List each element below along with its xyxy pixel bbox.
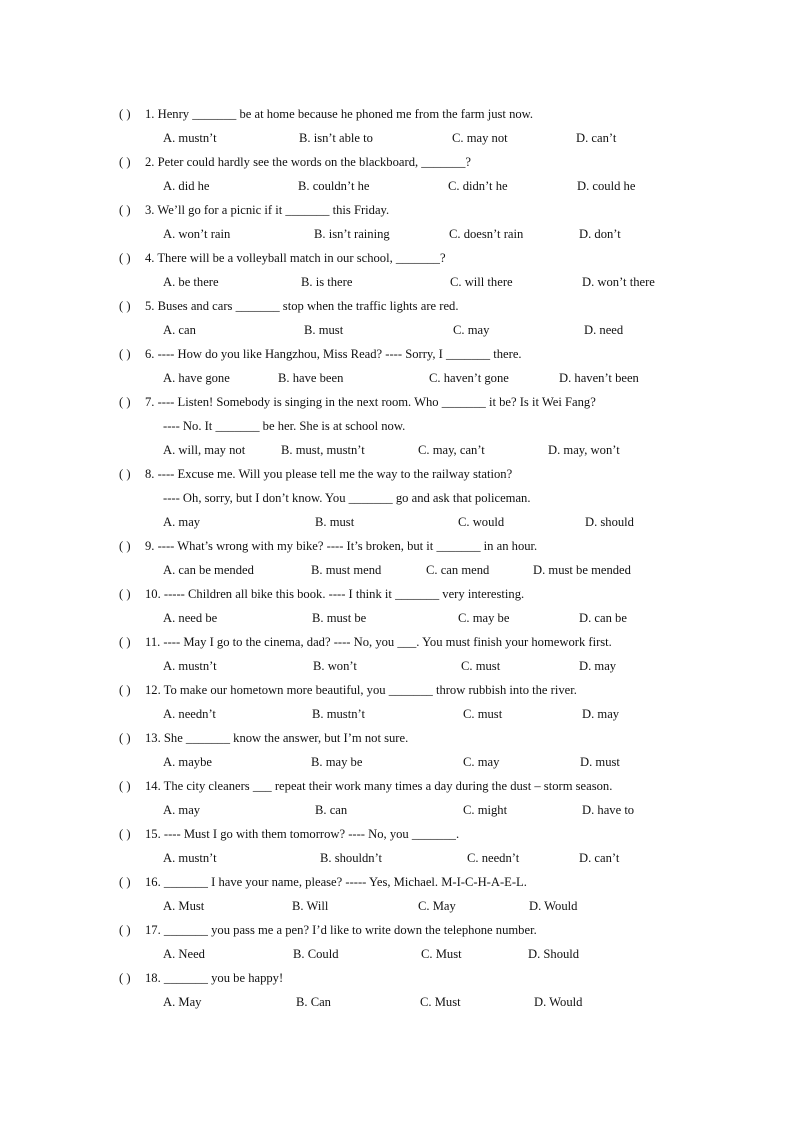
question-1 bbox=[119, 102, 759, 150]
option-d[interactable]: D. can’t bbox=[579, 851, 620, 865]
question-6 bbox=[119, 342, 759, 390]
question-stem bbox=[119, 774, 759, 798]
question-7 bbox=[119, 390, 759, 462]
option-b[interactable]: B. can bbox=[315, 803, 348, 817]
answer-blank[interactable]: ( ) bbox=[119, 683, 131, 697]
option-d[interactable]: D. Would bbox=[534, 995, 583, 1009]
option-a[interactable]: A. mustn’t bbox=[163, 659, 217, 673]
question-text: 1. Henry _______ be at home because he phoned me from the farm just now. bbox=[145, 107, 534, 121]
option-a[interactable]: A. mustn’t bbox=[163, 851, 217, 865]
question-text: 6. ---- How do you like Hangzhou, Miss Read? ---- Sorry, I _______ there. bbox=[145, 347, 522, 361]
question-text: 17. _______ you pass me a pen? I’d like to write down the telephone number. bbox=[145, 923, 537, 937]
answer-blank[interactable]: ( ) bbox=[119, 347, 131, 361]
option-c[interactable]: C. May bbox=[418, 899, 456, 913]
question-stem bbox=[119, 246, 759, 270]
option-a[interactable]: A. Need bbox=[163, 947, 205, 961]
question-2 bbox=[119, 150, 759, 198]
option-d[interactable]: D. Should bbox=[528, 947, 580, 961]
question-text: 7. ---- Listen! Somebody is singing in the next room. Who _______ it be? Is it Wei Fang? bbox=[145, 395, 596, 409]
question-3 bbox=[119, 198, 759, 246]
question-text: 10. ----- Children all bike this book. ---- I think it _______ very interesting. bbox=[145, 587, 525, 601]
option-a[interactable]: A. May bbox=[163, 995, 202, 1009]
option-c[interactable]: C. may not bbox=[452, 131, 508, 145]
question-stem bbox=[119, 822, 759, 846]
option-d[interactable]: D. could he bbox=[577, 179, 636, 193]
option-a[interactable]: A. mustn’t bbox=[163, 131, 217, 145]
option-a[interactable]: A. Must bbox=[163, 899, 205, 913]
answer-blank[interactable]: ( ) bbox=[119, 731, 131, 745]
question-text: 16. _______ I have your name, please? ----- Yes, Michael. M-I-C-H-A-E-L. bbox=[145, 875, 527, 889]
question-stem bbox=[119, 150, 759, 174]
options-row bbox=[119, 702, 759, 726]
option-c[interactable]: C. would bbox=[458, 515, 505, 529]
question-13 bbox=[119, 726, 759, 774]
options-row bbox=[119, 174, 759, 198]
answer-blank[interactable]: ( ) bbox=[119, 923, 131, 937]
options-row bbox=[119, 894, 759, 918]
option-d[interactable]: D. have to bbox=[582, 803, 635, 817]
question-stem bbox=[119, 102, 759, 126]
question-12 bbox=[119, 678, 759, 726]
question-stem bbox=[119, 582, 759, 606]
question-stem bbox=[119, 198, 759, 222]
option-a[interactable]: A. will, may not bbox=[163, 443, 246, 457]
question-text: ---- No. It _______ be her. She is at school now. bbox=[163, 419, 406, 433]
answer-blank[interactable]: ( ) bbox=[119, 251, 131, 265]
question-text: 18. _______ you be happy! bbox=[145, 971, 284, 985]
option-a[interactable]: A. may bbox=[163, 515, 201, 529]
answer-blank[interactable]: ( ) bbox=[119, 875, 131, 889]
option-b[interactable]: B. must bbox=[304, 323, 344, 337]
option-c[interactable]: C. doesn’t rain bbox=[449, 227, 524, 241]
option-a[interactable]: A. did he bbox=[163, 179, 210, 193]
option-d[interactable]: D. need bbox=[584, 323, 624, 337]
question-stem bbox=[119, 534, 759, 558]
question-stem bbox=[119, 918, 759, 942]
question-stem bbox=[119, 294, 759, 318]
options-row bbox=[119, 750, 759, 774]
answer-blank[interactable]: ( ) bbox=[119, 971, 131, 985]
option-a[interactable]: A. have gone bbox=[163, 371, 230, 385]
question-list bbox=[119, 102, 759, 1014]
question-16 bbox=[119, 870, 759, 918]
question-text: 14. The city cleaners ___ repeat their work many times a day during the dust – storm season. bbox=[145, 779, 613, 793]
question-stem bbox=[119, 462, 759, 486]
options-row bbox=[119, 558, 759, 582]
option-a[interactable]: A. can be mended bbox=[163, 563, 254, 577]
question-text: 9. ---- What’s wrong with my bike? ---- It’s broken, but it _______ in an hour. bbox=[145, 539, 538, 553]
option-c[interactable]: C. must bbox=[461, 659, 501, 673]
options-row bbox=[119, 222, 759, 246]
option-c[interactable]: C. may, can’t bbox=[418, 443, 485, 457]
option-a[interactable]: A. may bbox=[163, 803, 201, 817]
question-text: ---- Oh, sorry, but I don’t know. You _______ go and ask that policeman. bbox=[163, 491, 531, 505]
option-b[interactable]: B. won’t bbox=[313, 659, 357, 673]
option-a[interactable]: A. can bbox=[163, 323, 196, 337]
question-text: 8. ---- Excuse me. Will you please tell me the way to the railway station? bbox=[145, 467, 513, 481]
option-b[interactable]: B. Could bbox=[293, 947, 339, 961]
option-b[interactable]: B. have been bbox=[278, 371, 344, 385]
answer-blank[interactable]: ( ) bbox=[119, 635, 131, 649]
answer-blank[interactable]: ( ) bbox=[119, 779, 131, 793]
question-stem bbox=[119, 630, 759, 654]
option-d[interactable]: D. won’t there bbox=[582, 275, 655, 289]
option-d[interactable]: D. can be bbox=[579, 611, 627, 625]
option-d[interactable]: D. don’t bbox=[579, 227, 621, 241]
question-18 bbox=[119, 966, 759, 1014]
answer-blank[interactable]: ( ) bbox=[119, 587, 131, 601]
option-c[interactable]: C. needn’t bbox=[467, 851, 520, 865]
option-b[interactable]: B. shouldn’t bbox=[320, 851, 383, 865]
answer-blank[interactable]: ( ) bbox=[119, 395, 131, 409]
option-c[interactable]: C. may bbox=[463, 755, 500, 769]
option-b[interactable]: B. mustn’t bbox=[312, 707, 365, 721]
option-c[interactable]: C. may bbox=[453, 323, 490, 337]
question-14 bbox=[119, 774, 759, 822]
option-d[interactable]: D. must be mended bbox=[533, 563, 631, 577]
question-4 bbox=[119, 246, 759, 294]
option-d[interactable]: D. Would bbox=[529, 899, 578, 913]
option-d[interactable]: D. may bbox=[579, 659, 617, 673]
question-stem bbox=[119, 678, 759, 702]
options-row bbox=[119, 846, 759, 870]
options-row bbox=[119, 942, 759, 966]
question-8 bbox=[119, 462, 759, 534]
question-stem bbox=[119, 342, 759, 366]
options-row bbox=[119, 318, 759, 342]
options-row bbox=[119, 438, 759, 462]
question-text: 15. ---- Must I go with them tomorrow? ---- No, you _______. bbox=[145, 827, 460, 841]
question-text: 5. Buses and cars _______ stop when the traffic lights are red. bbox=[145, 299, 459, 313]
option-d[interactable]: D. should bbox=[585, 515, 634, 529]
question-17 bbox=[119, 918, 759, 966]
answer-blank[interactable]: ( ) bbox=[119, 155, 131, 169]
question-stem bbox=[119, 390, 759, 414]
question-stem-continued bbox=[119, 414, 759, 438]
option-c[interactable]: C. may be bbox=[458, 611, 510, 625]
options-row bbox=[119, 990, 759, 1014]
question-stem bbox=[119, 870, 759, 894]
option-d[interactable]: D. may bbox=[582, 707, 620, 721]
option-b[interactable]: B. isn’t raining bbox=[314, 227, 390, 241]
option-c[interactable]: C. Must bbox=[420, 995, 461, 1009]
option-a[interactable]: A. needn’t bbox=[163, 707, 216, 721]
option-a[interactable]: A. need be bbox=[163, 611, 218, 625]
options-row bbox=[119, 270, 759, 294]
question-text: 4. There will be a volleyball match in our school, _______? bbox=[145, 251, 446, 265]
option-b[interactable]: B. must bbox=[315, 515, 355, 529]
option-c[interactable]: C. haven’t gone bbox=[429, 371, 509, 385]
question-stem bbox=[119, 966, 759, 990]
answer-blank[interactable]: ( ) bbox=[119, 467, 131, 481]
options-row bbox=[119, 798, 759, 822]
options-row bbox=[119, 606, 759, 630]
answer-blank[interactable]: ( ) bbox=[119, 299, 131, 313]
question-text: 12. To make our hometown more beautiful, you _______ throw rubbish into the river. bbox=[145, 683, 577, 697]
answer-blank[interactable]: ( ) bbox=[119, 107, 131, 121]
options-row bbox=[119, 126, 759, 150]
option-b[interactable]: B. couldn’t he bbox=[298, 179, 370, 193]
option-b[interactable]: B. must be bbox=[312, 611, 367, 625]
option-a[interactable]: A. maybe bbox=[163, 755, 212, 769]
option-d[interactable]: D. may, won’t bbox=[548, 443, 620, 457]
options-row bbox=[119, 510, 759, 534]
option-b[interactable]: B. must, mustn’t bbox=[281, 443, 365, 457]
answer-blank[interactable]: ( ) bbox=[119, 827, 131, 841]
question-text: 13. She _______ know the answer, but I’m not sure. bbox=[145, 731, 409, 745]
option-b[interactable]: B. is there bbox=[301, 275, 353, 289]
options-row bbox=[119, 366, 759, 390]
question-text: 11. ---- May I go to the cinema, dad? ---- No, you ___. You must finish your homework first. bbox=[145, 635, 612, 649]
option-d[interactable]: D. haven’t been bbox=[559, 371, 639, 385]
option-c[interactable]: C. might bbox=[463, 803, 508, 817]
answer-blank[interactable]: ( ) bbox=[119, 203, 131, 217]
question-9 bbox=[119, 534, 759, 582]
option-b[interactable]: B. may be bbox=[311, 755, 363, 769]
option-c[interactable]: C. can mend bbox=[426, 563, 490, 577]
option-c[interactable]: C. will there bbox=[450, 275, 513, 289]
question-text: 3. We’ll go for a picnic if it _______ this Friday. bbox=[145, 203, 390, 217]
question-stem-continued bbox=[119, 486, 759, 510]
question-stem bbox=[119, 726, 759, 750]
question-10 bbox=[119, 582, 759, 630]
option-c[interactable]: C. didn’t he bbox=[448, 179, 508, 193]
question-11 bbox=[119, 630, 759, 678]
question-5 bbox=[119, 294, 759, 342]
option-d[interactable]: D. can’t bbox=[576, 131, 617, 145]
options-row bbox=[119, 654, 759, 678]
option-b[interactable]: B. must mend bbox=[311, 563, 382, 577]
option-b[interactable]: B. Can bbox=[296, 995, 331, 1009]
option-b[interactable]: B. Will bbox=[292, 899, 329, 913]
option-b[interactable]: B. isn’t able to bbox=[299, 131, 373, 145]
option-d[interactable]: D. must bbox=[580, 755, 620, 769]
question-15 bbox=[119, 822, 759, 870]
option-a[interactable]: A. be there bbox=[163, 275, 219, 289]
question-text: 2. Peter could hardly see the words on the blackboard, _______? bbox=[145, 155, 471, 169]
answer-blank[interactable]: ( ) bbox=[119, 539, 131, 553]
option-c[interactable]: C. Must bbox=[421, 947, 462, 961]
option-a[interactable]: A. won’t rain bbox=[163, 227, 231, 241]
option-c[interactable]: C. must bbox=[463, 707, 503, 721]
